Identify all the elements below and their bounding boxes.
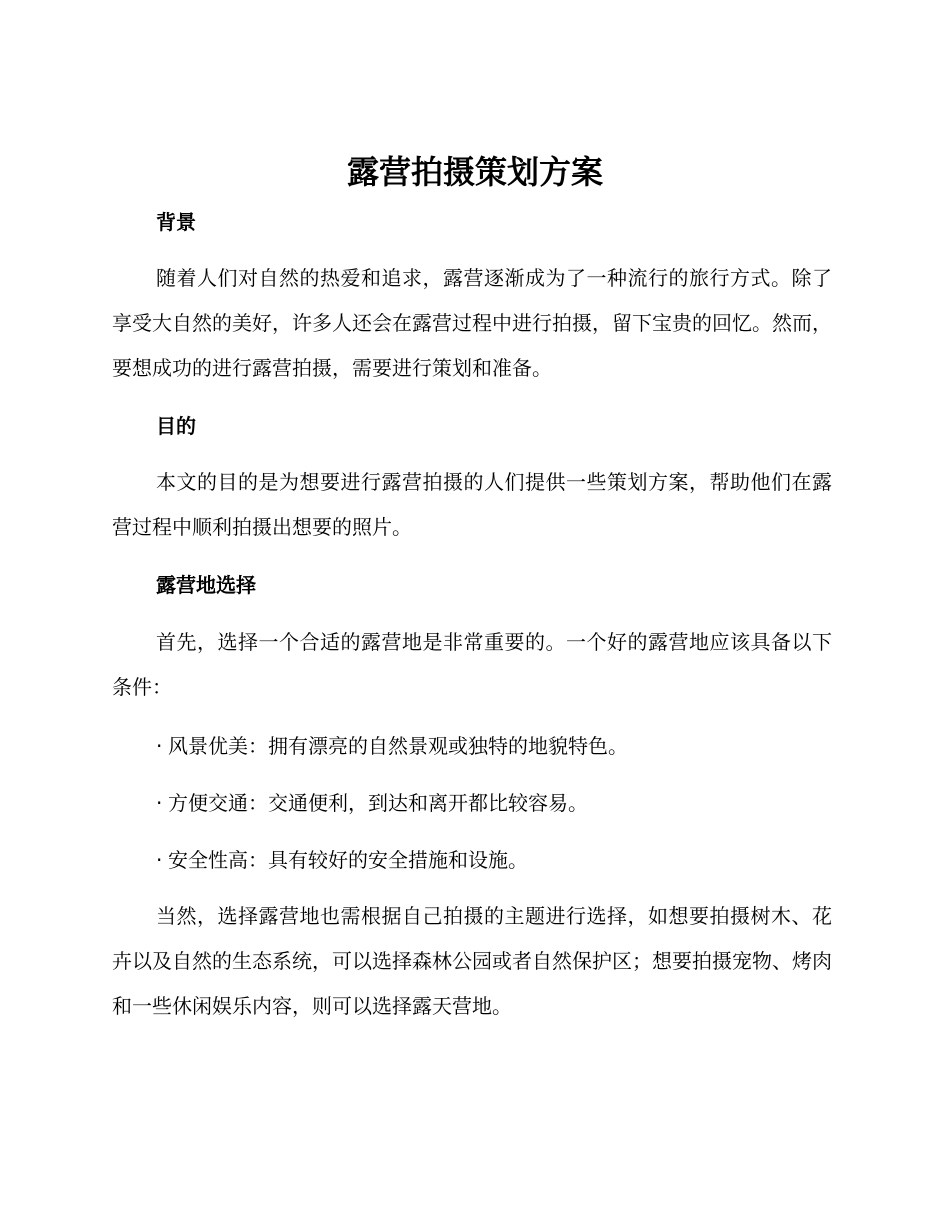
list-item xyxy=(156,788,832,818)
list-item xyxy=(156,731,832,761)
paragraph-campsite-theme: 当然，选择露营地也需根据自己拍摄的主题进行选择，如想要拍摄树木、花卉以及自然的生态系统，可以选择森林公园或者自然保护区；想要拍摄宠物、烤肉和一些休闲娱乐内容，则可以选择露天营地。 xyxy=(112,904,832,1018)
section-heading-campsite-selection: 露营地选择 xyxy=(156,573,256,597)
bullet-dot: · xyxy=(156,848,163,872)
paragraph-background: 随着人们对自然的热爱和追求，露营逐渐成为了一种流行的旅行方式。除了享受大自然的美好，许多人还会在露营过程中进行拍摄，留下宝贵的回忆。然而，要想成功的进行露营拍摄，需要进行策划和准备。 xyxy=(112,266,832,380)
bullet-dot: · xyxy=(156,734,163,758)
bullet-text-scenery: 风景优美：拥有漂亮的自然景观或独特的地貌特色。 xyxy=(168,734,628,758)
section-heading-background: 背景 xyxy=(156,210,196,234)
paragraph-purpose: 本文的目的是为想要进行露营拍摄的人们提供一些策划方案，帮助他们在露营过程中顺利拍摄出想要的照片。 xyxy=(112,470,832,539)
bullet-dot: · xyxy=(156,791,163,815)
paragraph-campsite-intro: 首先，选择一个合适的露营地是非常重要的。一个好的露营地应该具备以下条件： xyxy=(112,630,832,699)
bullet-text-safety: 安全性高：具有较好的安全措施和设施。 xyxy=(168,848,528,872)
section-heading-purpose: 目的 xyxy=(156,414,196,438)
bullet-text-transport: 方便交通：交通便利，到达和离开都比较容易。 xyxy=(168,791,588,815)
document-title: 露营拍摄策划方案 xyxy=(346,153,603,191)
list-item xyxy=(156,845,832,875)
